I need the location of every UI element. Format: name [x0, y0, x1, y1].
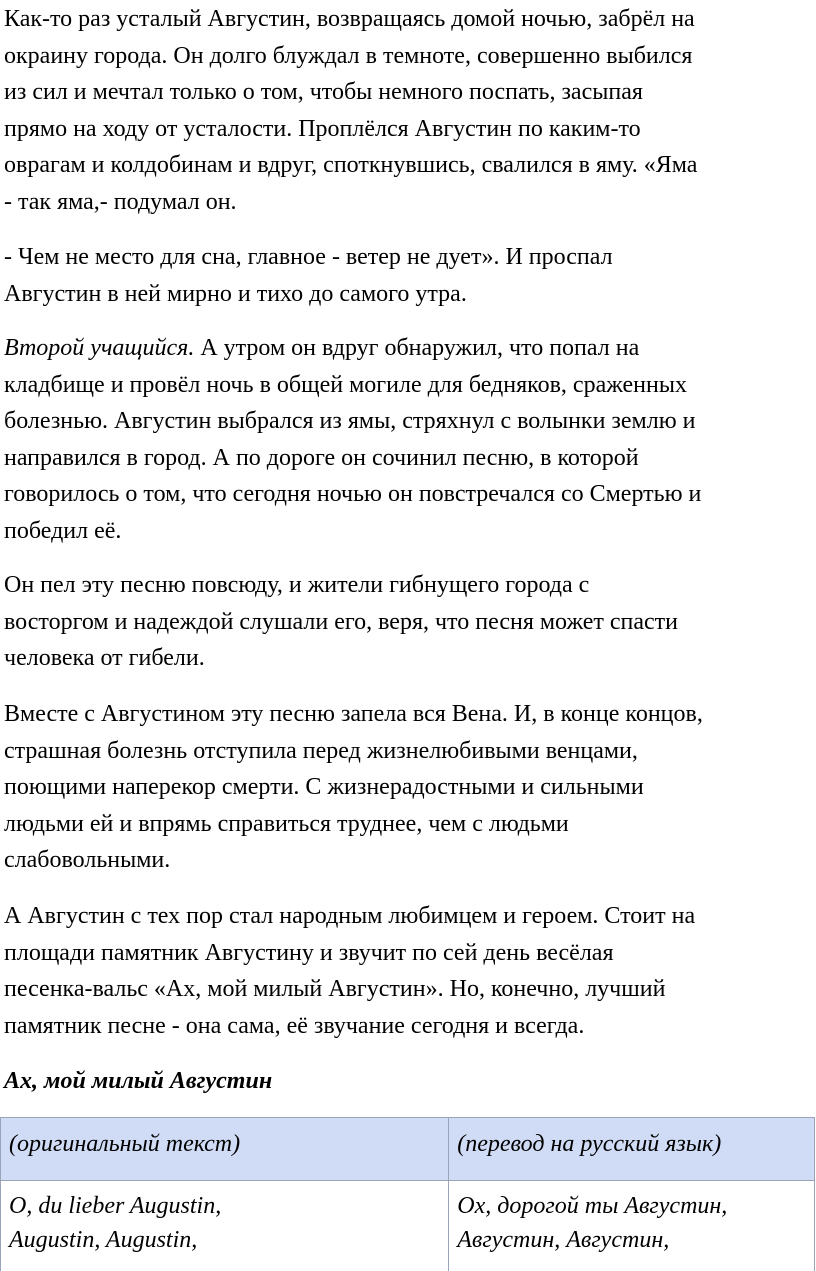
text-line: Вместе с Августином эту песню запела вся Вена. И, в конце концов,	[4, 701, 703, 727]
text-line: восторгом и надеждой слушали его, веря, что песня может спасти	[4, 608, 678, 635]
story-paragraph-4	[4, 567, 816, 677]
text-line: страшная болезнь отступила перед жизнелюбивыми венцами,	[4, 737, 638, 764]
text-line: прямо на ходу от усталости. Проплёлся Августин по каким-то	[4, 115, 641, 142]
header-original-label: (оригинальный текст)	[9, 1131, 241, 1157]
text-line: слабовольными.	[4, 847, 171, 874]
text-line: оврагам и колдобинам и вдруг, споткнувшись, свалился в яму. «Яма	[4, 152, 698, 179]
table-header-row	[1, 1118, 815, 1181]
text-line: памятник песне - она сама, её звучание сегодня и всегда.	[4, 1012, 585, 1039]
text-line: - так яма,- подумал он.	[4, 188, 237, 215]
song-title: Ах, мой милый Августин	[4, 1068, 273, 1094]
story-paragraph-2	[4, 239, 816, 312]
text-line	[4, 330, 816, 367]
text-line: победил её.	[4, 517, 122, 544]
story-paragraph-1	[4, 1, 816, 221]
speaker-label: Второй учащийся.	[4, 335, 195, 361]
verse-translation-cell	[449, 1181, 815, 1271]
text-line: Как-то раз усталый Августин, возвращаясь домой ночью, забрёл на	[4, 6, 695, 32]
lyrics-table	[0, 1117, 815, 1271]
header-translation-cell	[449, 1118, 815, 1181]
text-line: болезнью. Августин выбрался из ямы, стряхнул с волынки землю и	[4, 408, 696, 435]
text-line: песенка-вальс «Ах, мой милый Августин». Но, конечно, лучший	[4, 976, 666, 1003]
verse-line: Augustin, Augustin,	[9, 1227, 198, 1253]
text-line: людьми ей и впрямь справиться труднее, чем с людьми	[4, 810, 569, 837]
story-paragraph-6	[4, 898, 816, 1044]
table-row	[1, 1181, 815, 1271]
text-line: направился в город. А по дороге он сочинил песню, в которой	[4, 444, 639, 471]
header-original-cell	[1, 1118, 449, 1181]
text-line: человека от гибели.	[4, 645, 205, 672]
verse-line: O, du lieber Augustin,	[9, 1193, 222, 1219]
text-fragment: А утром он вдруг обнаружил, что попал на	[194, 335, 640, 361]
text-line: кладбище и провёл ночь в общей могиле для бедняков, сраженных	[4, 371, 687, 398]
verse-line: Августин, Августин,	[457, 1227, 670, 1253]
story-paragraph-5	[4, 696, 816, 879]
text-line: Он пел эту песню повсюду, и жители гибнущего города с	[4, 572, 590, 598]
story-paragraph-3	[4, 330, 816, 550]
verse-original-cell	[1, 1181, 449, 1271]
text-line: А Августин с тех пор стал народным любимцем и героем. Стоит на	[4, 903, 696, 929]
text-line: - Чем не место для сна, главное - ветер не дует». И проспал	[4, 244, 613, 270]
text-line: окраину города. Он долго блуждал в темноте, совершенно выбился	[4, 42, 693, 69]
text-line: из сил и мечтал только о том, чтобы немного поспать, засыпая	[4, 79, 643, 106]
text-line: Августин в ней мирно и тихо до самого утра.	[4, 280, 467, 307]
verse-line: Ох, дорогой ты Августин,	[457, 1193, 728, 1219]
header-translation-label: (перевод на русский язык)	[457, 1131, 722, 1157]
text-line: говорилось о том, что сегодня ночью он повстречался со Смертью и	[4, 481, 702, 508]
text-line: площади памятник Августину и звучит по сей день весёлая	[4, 939, 614, 966]
text-line: поющими наперекор смерти. С жизнерадостными и сильными	[4, 774, 644, 801]
